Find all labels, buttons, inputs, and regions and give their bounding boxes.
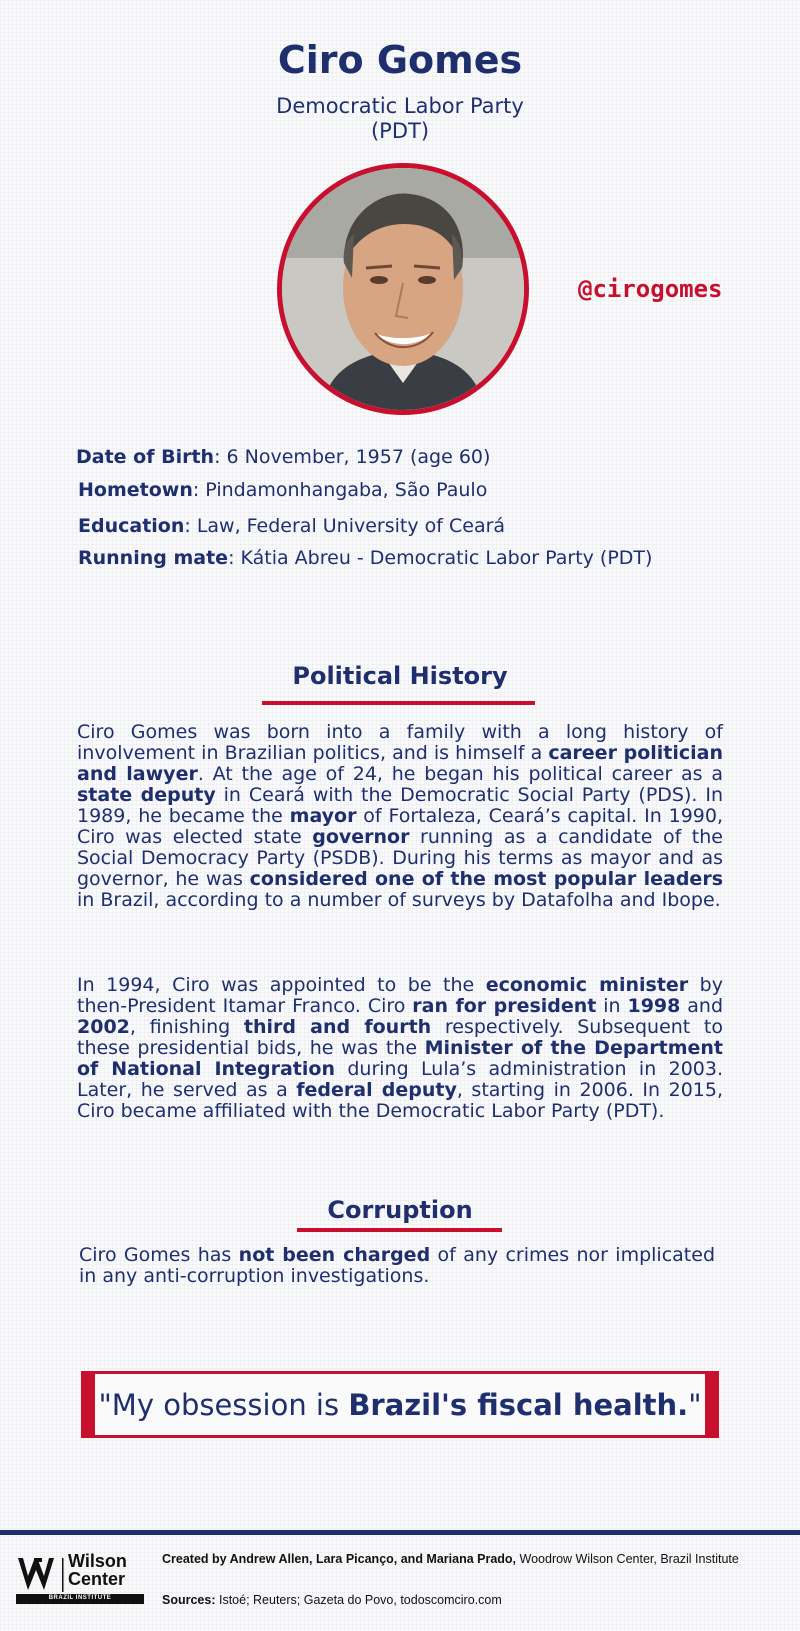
body-text: in (596, 995, 628, 1017)
body-text: Ciro Gomes has (79, 1244, 239, 1266)
party-line-2: (PDT) (370, 119, 430, 143)
hometown-label: Hometown (78, 479, 193, 501)
candidate-name: Ciro Gomes (277, 38, 523, 82)
emphasis-text: federal deputy (296, 1079, 457, 1101)
credits (162, 1552, 782, 1566)
corruption-paragraph (79, 1245, 715, 1287)
body-text: respectively. Subsequent to these presidential bids, he was the (77, 1016, 723, 1059)
quote-box (81, 1371, 719, 1438)
credits-authors: Created by Andrew Allen, Lara Picanço, and Mariana Prado, (162, 1552, 517, 1566)
education-value: : Law, Federal University of Ceará (184, 515, 506, 537)
body-text: in Brazil, according to a number of surveys by Datafolha and Ibope. (77, 889, 721, 911)
party-line-1: Democratic Labor Party (276, 94, 524, 118)
body-text: Ciro Gomes was born into a family with a long history of involvement in Brazilian politics, and is himself a (77, 721, 723, 764)
body-text: In 1994, Ciro was appointed to be the (77, 974, 486, 996)
body-text: . At the age of 24, he began his political career as a (197, 763, 723, 785)
political-history-paragraph-2 (77, 975, 723, 1122)
emphasis-text: governor (312, 826, 410, 848)
body-text: during Lula’s administration in 2003. Later, he served as a (77, 1058, 724, 1101)
dob-label: Date of Birth (76, 446, 215, 468)
body-text: in Ceará with the Democratic Social Party (PDS). In 1989, he became the (77, 784, 723, 827)
political-history-underline (262, 701, 535, 705)
portrait-illustration (282, 168, 524, 410)
quote-open: "My obsession is (98, 1387, 349, 1422)
emphasis-text: state deputy (77, 784, 216, 806)
emphasis-text: third and fourth (243, 1016, 432, 1038)
sources (162, 1593, 502, 1607)
hometown (78, 480, 487, 501)
emphasis-text: considered one of the most popular leaders (249, 868, 724, 890)
education-label: Education (78, 515, 185, 537)
emphasis-text: Minister of the Department of National Integration (77, 1037, 723, 1080)
running-mate (78, 548, 676, 569)
candidate-portrait (277, 163, 529, 415)
wilson-center-logo[interactable] (16, 1552, 144, 1604)
quote-close: " (688, 1387, 702, 1422)
quote-bold: Brazil's fiscal health. (348, 1387, 689, 1422)
body-text: , starting in 2006. In 2015, Ciro became affiliated with the Democratic Labor Party (PDT). (77, 1079, 724, 1122)
party-name (0, 94, 800, 144)
political-history-heading: Political History (292, 662, 508, 690)
dob-value: : 6 November, 1957 (age 60) (214, 446, 491, 468)
body-text: of Fortaleza, Ceará’s capital. In 1990, Ciro was elected state (77, 805, 723, 848)
twitter-handle[interactable]: @cirogomes (578, 275, 723, 303)
body-text: and (680, 995, 724, 1017)
date-of-birth (76, 447, 490, 468)
emphasis-text: 1998 (627, 995, 681, 1017)
logo-wilson: Wilson (68, 1551, 127, 1571)
emphasis-text: career politician and lawyer (77, 742, 723, 785)
political-history-paragraph-1 (77, 722, 723, 911)
corruption-heading: Corruption (327, 1196, 473, 1224)
quote-text (98, 1388, 701, 1422)
body-text: by then-President Itamar Franco. Ciro (77, 974, 723, 1017)
logo-center: Center (68, 1569, 126, 1589)
sources-text: Istoé; Reuters; Gazeta do Povo, todoscomciro.com (215, 1593, 502, 1607)
running-mate-label: Running mate (78, 547, 229, 569)
footer-divider (0, 1530, 800, 1535)
credits-institution: Woodrow Wilson Center, Brazil Institute (516, 1552, 739, 1566)
education (78, 516, 505, 537)
running-mate-value: : Kátia Abreu - Democratic Labor Party (PDT) (228, 547, 653, 569)
emphasis-text: 2002 (77, 1016, 130, 1038)
emphasis-text: economic minister (485, 974, 689, 996)
body-text: of any crimes nor implicated in any anti-corruption investigations. (79, 1244, 716, 1287)
body-text: , finishing (129, 1016, 244, 1038)
logo-brazil-institute: BRAZIL INSTITUTE (48, 1595, 112, 1601)
sources-label: Sources: (162, 1593, 216, 1607)
hometown-value: : Pindamonhangaba, São Paulo (192, 479, 488, 501)
corruption-underline (297, 1228, 502, 1232)
emphasis-text: mayor (289, 805, 357, 827)
emphasis-text: not been charged (238, 1244, 431, 1266)
body-text: running as a candidate of the Social Democracy Party (PSDB). During his terms as mayor and as governor, he was (77, 826, 723, 890)
emphasis-text: ran for president (412, 995, 597, 1017)
